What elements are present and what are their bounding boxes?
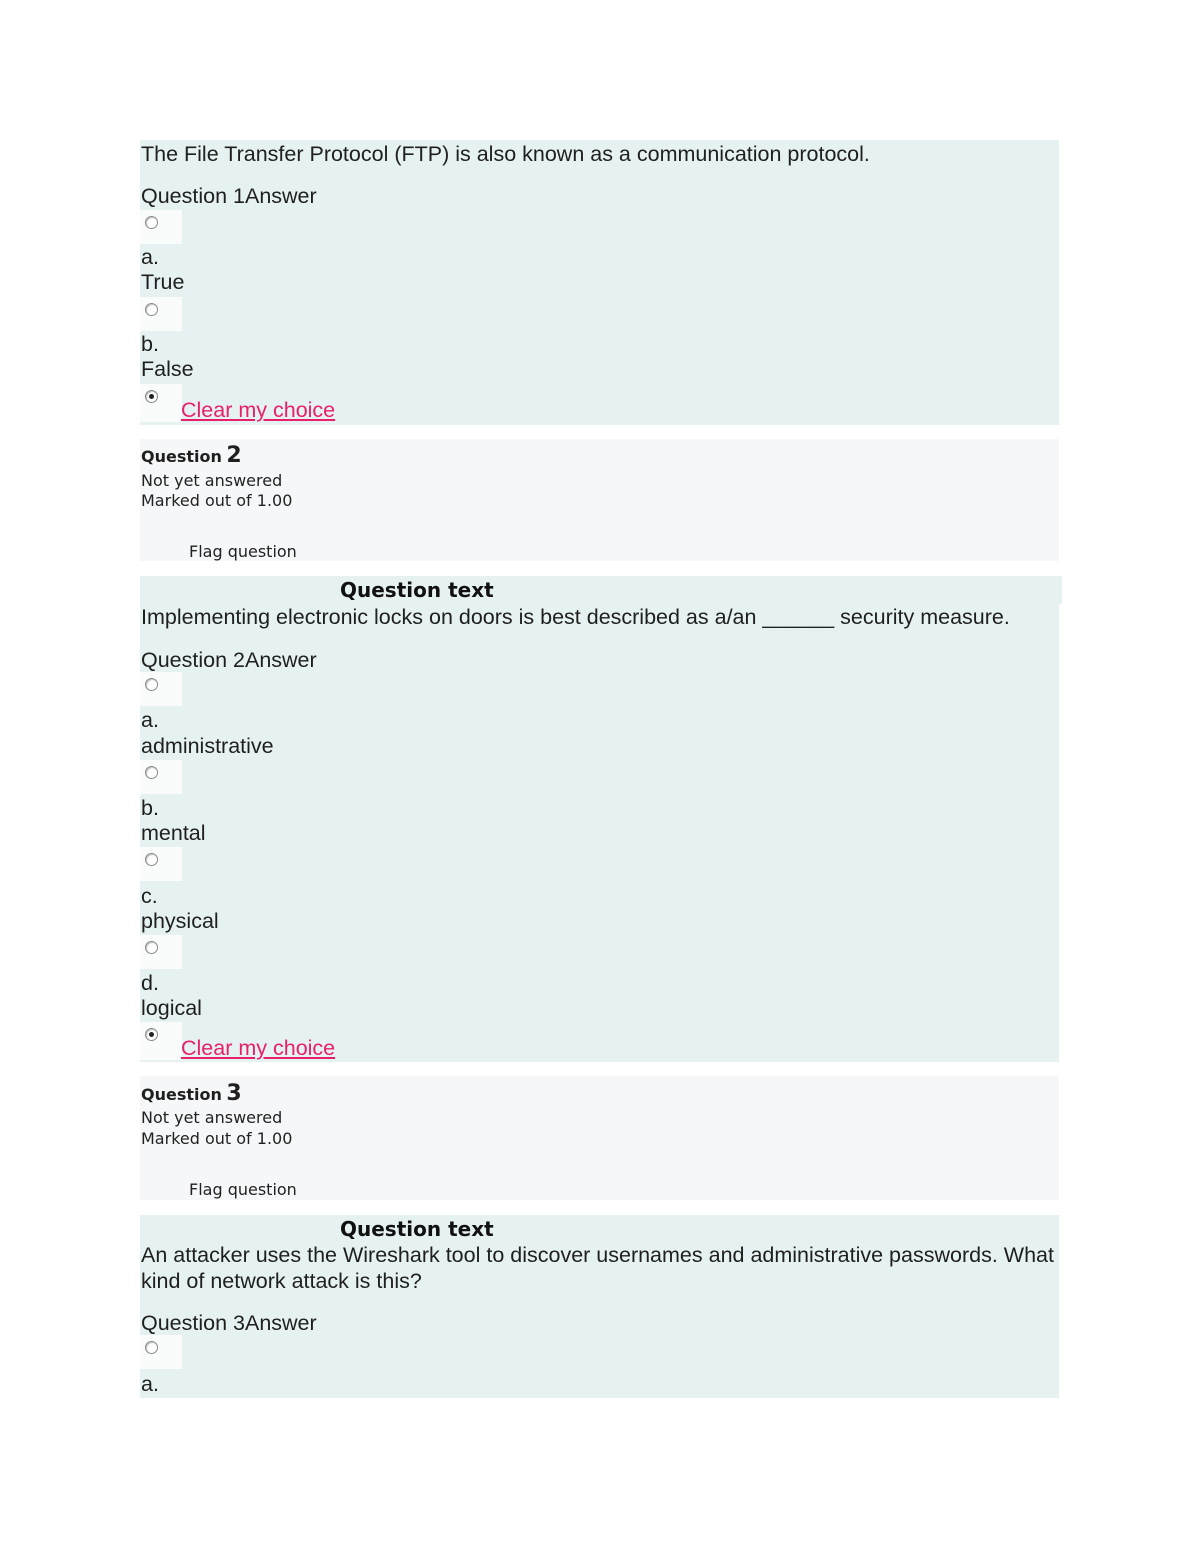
option-a-radio-box[interactable] [140, 672, 182, 706]
question-3-marks: Marked out of 1.00 [141, 1129, 293, 1148]
question-2-info [140, 439, 1059, 561]
option-a-radio[interactable] [145, 678, 158, 691]
option-a-radio[interactable] [145, 1341, 158, 1354]
question-2-marks: Marked out of 1.00 [141, 491, 293, 510]
question-3-title-word: Question [141, 1085, 222, 1104]
option-b-radio-box[interactable] [140, 760, 182, 794]
option-b-text[interactable]: mental [141, 821, 206, 845]
question-3-text-heading: Question text [340, 1217, 494, 1241]
question-3-info [140, 1076, 1059, 1200]
question-2-text: Implementing electronic locks on doors is best described as a/an ______ security measure. [141, 605, 1010, 629]
option-b-letter: b. [141, 332, 159, 356]
question-3-title [141, 1081, 242, 1106]
option-c-radio[interactable] [145, 853, 158, 866]
option-a-letter: a. [141, 708, 159, 732]
clear-my-choice-link[interactable]: Clear my choice [181, 1036, 336, 1060]
clear-choice-radio[interactable] [145, 390, 158, 403]
clear-choice-radio-box[interactable] [140, 1022, 182, 1060]
question-3-content [140, 1215, 1059, 1398]
question-3-flag-link[interactable]: Flag question [189, 1180, 297, 1199]
question-2-flag-link[interactable]: Flag question [189, 542, 297, 561]
option-b-radio[interactable] [145, 766, 158, 779]
option-a-radio-box[interactable] [140, 210, 182, 244]
question-2-number: 2 [226, 443, 242, 468]
option-d-radio-box[interactable] [140, 935, 182, 969]
question-2-answer-label: Question 2Answer [141, 648, 317, 672]
question-3-status: Not yet answered [141, 1108, 283, 1127]
option-b-text[interactable]: False [141, 357, 194, 381]
question-2-title [141, 443, 242, 468]
option-a-text[interactable]: True [141, 270, 185, 294]
option-a-radio[interactable] [145, 216, 158, 229]
option-b-radio[interactable] [145, 303, 158, 316]
option-b-letter: b. [141, 796, 159, 820]
option-d-text[interactable]: logical [141, 996, 202, 1020]
clear-choice-radio-box[interactable] [140, 384, 182, 422]
option-c-letter: c. [141, 884, 158, 908]
option-c-text[interactable]: physical [141, 909, 219, 933]
question-2-content [140, 576, 1059, 1062]
question-3-text: An attacker uses the Wireshark tool to discover usernames and administrative passwords. What kind of network attack is this? [141, 1243, 1054, 1293]
option-b-radio-box[interactable] [140, 297, 182, 331]
option-d-radio[interactable] [145, 941, 158, 954]
question-3-number: 3 [226, 1081, 242, 1106]
question-2-text-heading: Question text [340, 578, 494, 602]
option-c-radio-box[interactable] [140, 847, 182, 881]
option-a-text[interactable]: administrative [141, 734, 274, 758]
clear-choice-radio[interactable] [145, 1028, 158, 1041]
question-1-answer-label: Question 1Answer [141, 184, 317, 208]
option-d-letter: d. [141, 971, 159, 995]
question-2-title-word: Question [141, 447, 222, 466]
question-1-text: The File Transfer Protocol (FTP) is also known as a communication protocol. [141, 142, 870, 166]
question-1-content [140, 140, 1059, 425]
clear-my-choice-link[interactable]: Clear my choice [181, 398, 336, 422]
option-a-radio-box[interactable] [140, 1335, 182, 1369]
option-a-letter: a. [141, 245, 159, 269]
question-3-answer-label: Question 3Answer [141, 1311, 317, 1335]
question-2-status: Not yet answered [141, 471, 283, 490]
option-a-letter: a. [141, 1372, 159, 1396]
